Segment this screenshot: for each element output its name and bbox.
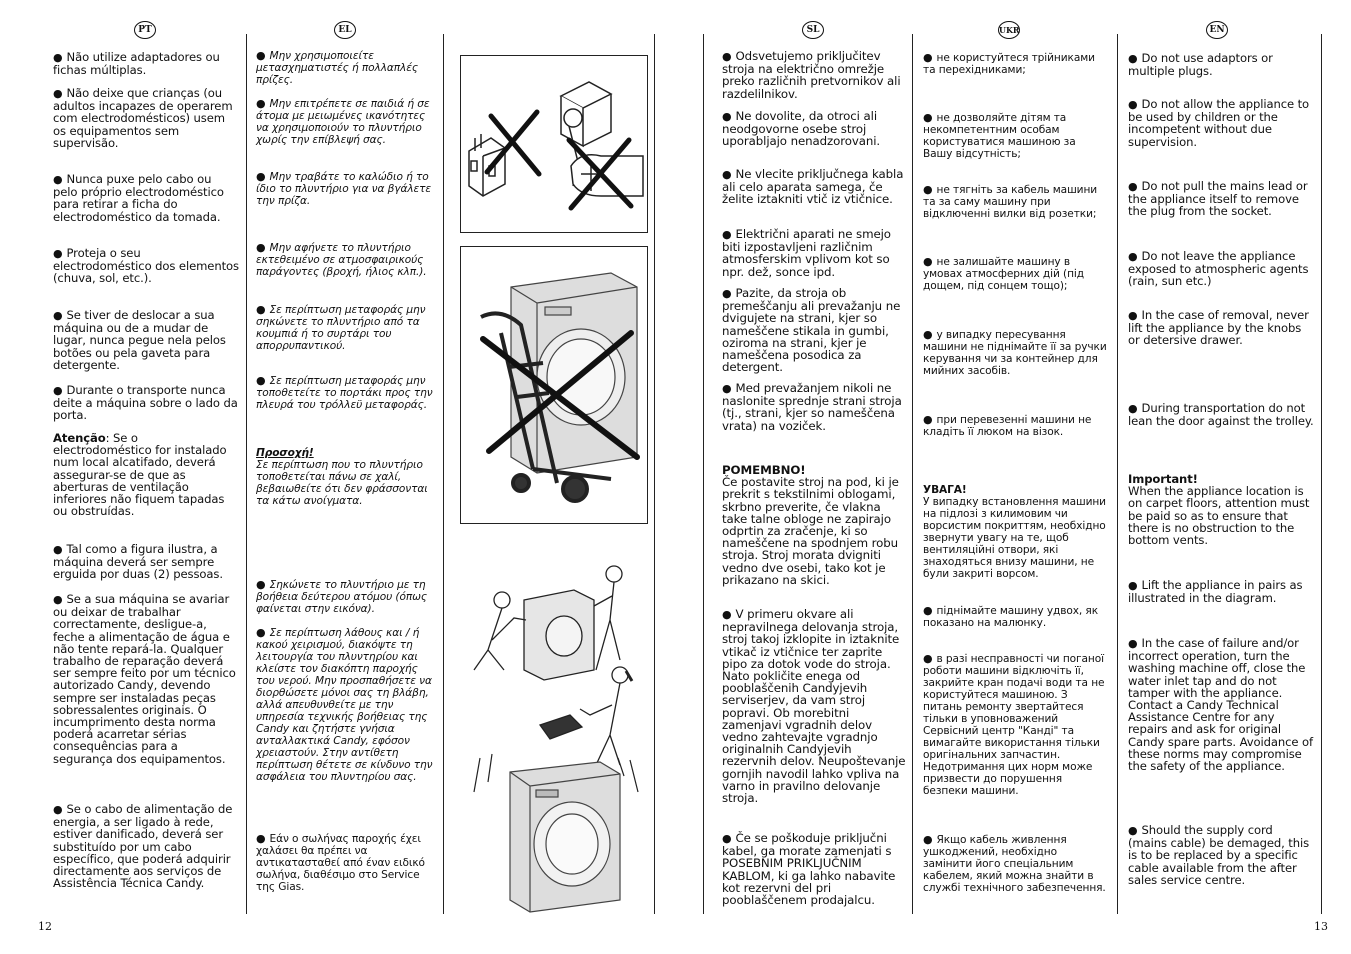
el-item: ● Μην τραβάτε το καλώδιο ή το ίδιο το πλυντήριο για να βγάλετε την πρίζα. xyxy=(256,171,438,207)
el-attention-label: Προσοχή! xyxy=(256,447,314,459)
el-attention: Προσοχή! Σε περίπτωση που το πλυντήριο τοποθετείται πάνω σε χαλί, βεβαιωθείτε ότι δεν φράσσονται τα κάτω ανοίγματα. xyxy=(256,447,438,507)
ukr-item: ● у випадку пересування машини не піднімайте її за ручки керування чи за контейнер для мийних засобів. xyxy=(923,329,1107,377)
en-item: ● During transportation do not lean the door against the trolley. xyxy=(1128,402,1314,427)
en-item: ● In the case of removal, never lift the appliance by the knobs or detersive drawer. xyxy=(1128,309,1314,347)
sl-item: ● V primeru okvare ali nepravilnega delovanja stroja, stroj takoj izklopite in iztaknite vtikač iz vtičnice ter zaprite pipo za dotok vode do stroja. Nato pokličite enega od pooblaščenih Candyjevih serviserjev, da vam stroj popravi. Ob morebitni zamenjavi vgradnih delov vedno zahtevajte vgradnjo originalnih Candyjevih rezervnih delov. Neupoštevanje gornjih navodil lahko vpliva na varno in pravilno delovanje stroja. xyxy=(722,608,906,804)
el-item: ● Σε περίπτωση λάθους και / ή κακού χειρισμού, διακόψτε τη λειτουργία του πλυντηρίου και κλείστε τον διακόπτη παροχής του νερού. Μην προσπαθήσετε να διορθώσετε μόνοι σας τη βλάβη, αλλά απευθυνθείτε με την υπηρεσία τεχνικής βοήθειας της Candy και ζητήστε γνήσια ανταλλακτικά Candy, εφόσον χρειαστούν. Στην αντίθετη περίπτωση θέτετε σε κίνδυνο την ασφάλεια του πλυντηρίου σας. xyxy=(256,627,438,783)
en-item: ● Do not allow the appliance to be used by children or the incompetent without due supervision. xyxy=(1128,98,1314,148)
sl-item: ● Pazite, da stroja ob premeščanju ali prevažanju ne dvigujete na strani, kjer so nameščene stikala in gumbi, oziroma na strani, kjer je nameščena posodica za detergent. xyxy=(722,287,906,373)
ukr-item: ● не дозволяйте дітям та некомпетентним особам користуватися машиною за Вашу відсутність; xyxy=(923,112,1107,160)
sl-attention-label: POMEMBNO! xyxy=(722,463,806,477)
column-divider xyxy=(703,34,704,914)
pt-item: ● Não utilize adaptadores ou fichas múltiplas. xyxy=(53,51,239,76)
column-divider xyxy=(912,34,913,914)
sl-item: ● Odsvetujemo priključitev stroja na električno omrežje preko različnih pretvornikov ali razdelilnikov. xyxy=(722,50,906,100)
ukr-item: ● в разі несправності чи поганої роботи машини відключіть її, закрийте кран подачі води та не користуйтеся машиною. З питань ремонту звертайтеся тільки в уповноважений Сервісний центр "Канді" та вимагайте використання тільки оригінальних запчастин. Недотримання цих норм може призвести до порушення безпеки машини. xyxy=(923,653,1107,797)
column-divider xyxy=(1117,34,1118,914)
en-item: ● In the case of failure and/or incorrect operation, turn the washing machine off, close the water inlet tap and do not tamper with the appliance. Contact a Candy Technical Assistance Centre for any repairs and ask for original Candy spare parts. Avoidance of these norms may compromise the safety of the appliance. xyxy=(1128,637,1314,772)
lang-badge-sl: SL xyxy=(802,21,824,39)
adaptor-icon xyxy=(469,134,505,196)
sl-attention: POMEMBNO! Če postavite stroj na pod, ki je prekrit s tekstilnimi oblogami, skrbno preverite, če vlakna take talne obloge ne zapirajo odprtin za zračenje, ki so nameščene na spodnjem robu stroja. Stroj morata dvigniti vedno dve osebi, tako kot je prikazano na skici. xyxy=(722,464,906,586)
ukr-item: ● Якщо кабель живлення ушкоджений, необхідно замінити його спеціальним кабелем, який можна знайти в службі технічного забезпечення. xyxy=(923,834,1107,894)
lang-badge-pt: PT xyxy=(134,21,156,39)
lang-badge-el: EL xyxy=(334,21,356,39)
right-page xyxy=(676,0,1351,954)
sl-item: ● Če se poškoduje priključni kabel, ga morate zamenjati s POSEBNIM PRIKLJUČNIM KABLOM, ki ga lahko nabavite kot rezervni del pri pooblaščenem prodajalcu. xyxy=(722,832,906,906)
page-number-right: 13 xyxy=(1314,920,1328,933)
pt-item: ● Não deixe que crianças (ou adultos incapazes de operarem com electrodomésticos) usem os equipamentos sem supervisão. xyxy=(53,87,239,149)
ukr-item: ● при перевезенні машини не кладіть її люком на візок. xyxy=(923,414,1107,438)
ukr-item: ● піднімайте машину удвох, як показано на малюнку. xyxy=(923,605,1107,629)
trolley-illustration xyxy=(460,246,648,524)
el-item: ● Σε περίπτωση μεταφοράς μην σηκώνετε το πλυντήριο από τα κουμπιά ή το συρτάρι του απορρυπαντικού. xyxy=(256,304,438,352)
el-item: ● Μην επιτρέπετε σε παιδιά ή σε άτομα με μειωμένες ικανότητες να χρησιμοποιούν το πλυντήριο χωρίς την επίβλεψή σας. xyxy=(256,98,438,146)
sl-column xyxy=(722,34,906,924)
column-divider xyxy=(1321,34,1322,914)
plug-adaptor-illustration xyxy=(460,55,648,233)
sl-item: ● Med prevažanjem nikoli ne naslonite sprednje strani stroja (tj., strani, kjer so nameščena vrata) na voziček. xyxy=(722,382,906,432)
pt-attention-label: Atenção xyxy=(53,431,106,445)
pt-item: ● Tal como a figura ilustra, a máquina deverá ser sempre erguida por duas (2) pessoas. xyxy=(53,543,239,581)
ukr-attention-label: УВАГА! xyxy=(923,484,967,496)
el-item: ● Σηκώνετε το πλυντήριο με τη βοήθεια δεύτερου ατόμου (όπως φαίνεται στην εικόνα). xyxy=(256,579,438,615)
sl-item: ● Ne vlecite priključnega kabla ali celo aparata samega, če želite iztakniti vtič iz vtičnice. xyxy=(722,168,906,206)
ukr-item: ● не користуйтеся трійниками та перехідниками; xyxy=(923,52,1107,76)
pt-item: ● Proteja o seu electrodoméstico dos elementos (chuva, sol, etc.). xyxy=(53,247,239,285)
ukr-item: ● не тягніть за кабель машини та за саму машину при відключенні вилки від розетки; xyxy=(923,184,1107,220)
pt-column xyxy=(53,34,239,924)
en-column xyxy=(1128,34,1314,924)
pt-attention: Atenção: Se o electrodoméstico for instalado num local alcatifado, deverá assegurar-se de que as aberturas de ventilação inferiores não fiquem tapadas ou obstruídas. xyxy=(53,431,227,519)
hand-icon xyxy=(571,155,643,196)
machine-front-illustration xyxy=(470,752,646,918)
lang-badge-en: EN xyxy=(1206,21,1228,39)
en-item: ● Lift the appliance in pairs as illustrated in the diagram. xyxy=(1128,579,1314,604)
el-item: ● Μην αφήνετε το πλυντήριο εκτεθειμένο σε ατμοσφαιρικούς παράγοντες (βροχή, ήλιος κλπ.). xyxy=(256,242,438,278)
el-item: ● Σε περίπτωση μεταφοράς μην τοποθετείτε το πορτάκι προς την πλευρά του τρόλλεϋ μεταφοράς. xyxy=(256,375,438,411)
ukr-attention: УВАГА! У випадку встановлення машини на підлозі з килимовим чи ворсистим покриттям, необхідно звернути увагу на те, щоб вентиляційні отвори, які знаходяться внизу машини, не були закриті ворсом. xyxy=(923,484,1106,580)
sl-item: ● Ne dovolite, da otroci ali neodgovorne osebe stroj uporabljajo nenadzorovani. xyxy=(722,110,906,148)
el-column xyxy=(256,34,438,924)
en-attention: Important! When the appliance location is on carpet floors, attention must be paid so as to ensure that there is no obstruction to the bottom vents. xyxy=(1128,473,1314,546)
en-item: ● Do not use adaptors or multiple plugs. xyxy=(1128,52,1314,77)
page-number-left: 12 xyxy=(38,920,52,933)
sl-item: ● Električni aparati ne smejo biti izpostavljeni različnim atmosferskim vplivom kot so npr. dež, sonce ipd. xyxy=(722,228,906,278)
ukr-item: ● не залишайте машину в умовах атмосферних дій (під дощем, під сонцем тощо); xyxy=(923,256,1107,292)
en-attention-label: Important! xyxy=(1128,472,1198,486)
ukr-column xyxy=(923,34,1107,924)
pt-item: ● Se a sua máquina se avariar ou deixar de trabalhar correctamente, desligue-a, feche a alimentação de água e não tente repará-la. Qualquer trabalho de reparação deverá ser sempre feito por um técnico autorizado Candy, devendo sempre ser instaladas peças sobressalentes originais. O incumprimento desta norma poderá acarretar sérias consequências para a segurança dos equipamentos. xyxy=(53,593,239,765)
el-item: ● Εάν ο σωλήνας παροχής έχει χαλάσει θα πρέπει να αντικατασταθεί από έναν ειδικό σωλήνα, διαθέσιμο στο Service της Gias. xyxy=(256,833,438,893)
pt-item: ● Se o cabo de alimentação de energia, a ser ligado à rede, estiver danificado, deverá ser substituído por um cabo específico, que poderá adquirir directamente aos serviços de Assistência Técnica Candy. xyxy=(53,803,239,889)
pt-item: ● Se tiver de deslocar a sua máquina ou de a mudar de lugar, nunca pegue nela pelos botões ou pela gaveta para detergente. xyxy=(53,309,239,371)
el-item: ● Μην χρησιμοποιείτε μετασχηματιστές ή πολλαπλές πρίζες. xyxy=(256,50,438,86)
column-divider xyxy=(246,34,247,914)
column-divider xyxy=(443,34,444,914)
lang-badge-ukr: UKR xyxy=(998,21,1020,39)
en-item: ● Do not leave the appliance exposed to atmospheric agents (rain, sun etc.) xyxy=(1128,250,1314,288)
column-divider xyxy=(654,34,655,914)
pt-item: ● Durante o transporte nunca deite a máquina sobre o lado da porta. xyxy=(53,384,239,422)
en-item: ● Do not pull the mains lead or the appliance itself to remove the plug from the socket. xyxy=(1128,180,1314,218)
pt-item: ● Nunca puxe pelo cabo ou pelo próprio electrodoméstico para retirar a ficha do electrodoméstico da tomada. xyxy=(53,173,239,223)
en-item: ● Should the supply cord (mains cable) be demaged, this is to be replaced by a specific cable available from the after sales service centre. xyxy=(1128,824,1314,886)
